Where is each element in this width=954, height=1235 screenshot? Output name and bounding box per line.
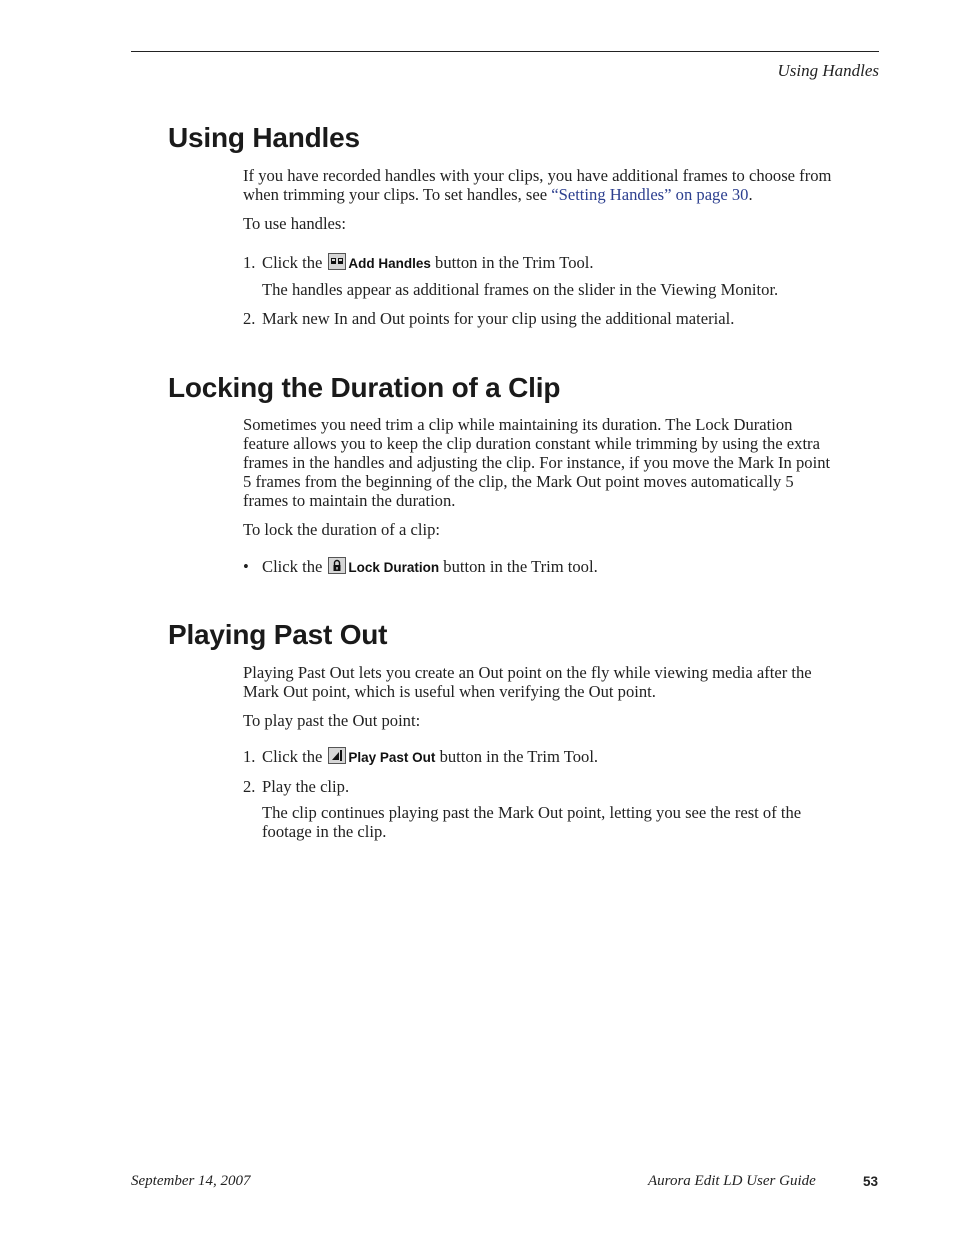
add-handles-icon[interactable] [328,253,346,270]
header-rule [131,51,879,52]
lock-duration-label: Lock Duration [348,560,440,575]
lock-icon[interactable] [328,557,346,574]
section-title-using-handles: Using Handles [168,122,360,153]
step-number: 2. [243,777,256,796]
play-past-out-icon[interactable] [328,747,346,764]
step-lock-duration: • Click the Lock Duration button in the Trim tool. [243,557,598,576]
play-past-out-label: Play Past Out [348,750,436,765]
running-header: Using Handles [777,61,879,80]
add-handles-label: Add Handles [348,256,431,271]
footer-date: September 14, 2007 [131,1173,251,1189]
link-setting-handles[interactable]: “Setting Handles” on page 30 [551,185,749,204]
footer-guide-title: Aurora Edit LD User Guide [648,1173,816,1189]
section-title-locking-duration: Locking the Duration of a Clip [168,372,561,403]
step-play-past-out: 1. Click the Play Past Out button in the Trim Tool. [243,747,599,766]
paragraph-playing-intro: Playing Past Out lets you create an Out point on the fly while viewing media after the Mark Out point, which is useful when verifying the Out point. [243,663,812,701]
page-number: 53 [863,1174,879,1189]
step-number: 1. [243,747,256,766]
paragraph-locking-intro: Sometimes you need trim a clip while maintaining its duration. The Lock Duration feature allows you to keep the clip duration constant while trimming by using the extra frames in the handles and adjusting the clip. For instance, if you move the Mark In point 5 frames from the beginning of the clip, the Mark Out point moves automatically 5 frames to maintain the duration. [243,415,831,510]
step-add-handles: 1. Click the Add Handles button in the Trim Tool. [243,253,594,272]
paragraph-using-handles-intro: If you have recorded handles with your clips, you have additional frames to choose from when trimming your clips. To set handles, see “Setting Handles” on page 30. [243,166,832,204]
step-number: 2. [243,309,256,328]
step-play-clip: 2. Play the clip. [243,777,350,796]
step-note: The handles appear as additional frames on the slider in the Viewing Monitor. [262,280,779,299]
paragraph-lead: To use handles: [243,214,346,233]
section-title-playing-past-out: Playing Past Out [168,619,388,650]
paragraph-lead: To lock the duration of a clip: [243,520,440,539]
paragraph-lead: To play past the Out point: [243,711,421,730]
step-mark-points: 2. Mark new In and Out points for your clip using the additional material. [243,309,735,328]
bullet: • [243,557,249,576]
step-note: The clip continues playing past the Mark Out point, letting you see the rest of the footage in the clip. [262,803,802,841]
step-number: 1. [243,253,256,272]
